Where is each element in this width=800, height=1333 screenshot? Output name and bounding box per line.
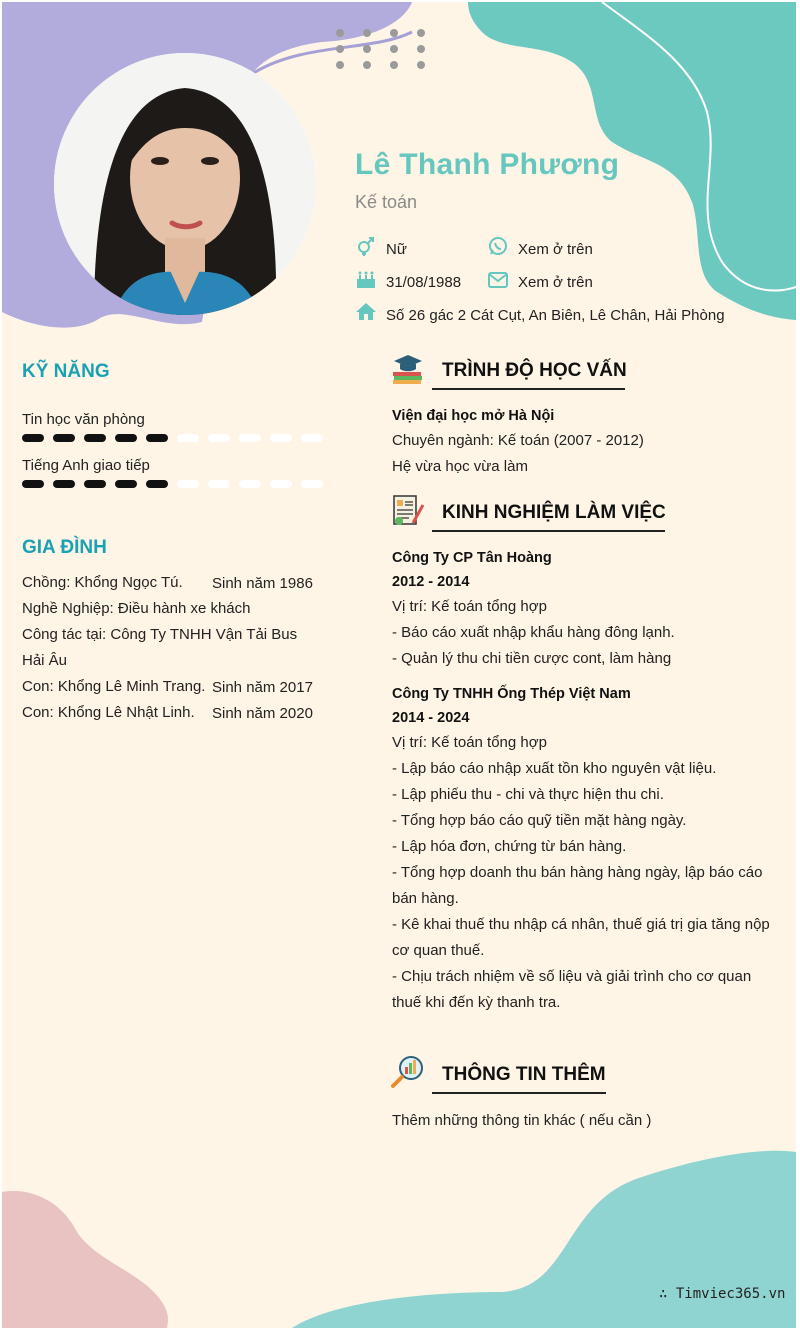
- skill-dash-filled: [115, 480, 137, 488]
- family-child-1: Con: Khổng Lê Minh Trang.: [22, 678, 206, 695]
- skill-dash-filled: [84, 480, 106, 488]
- job-duty: - Kê khai thuế thu nhập cá nhân, thuế giá trị gia tăng nộp cơ quan thuế.: [392, 916, 770, 959]
- skill-bar: [22, 479, 322, 489]
- profile-photo: [54, 53, 316, 315]
- skill-dash-empty: [301, 480, 323, 488]
- watermark: ∴ Timviec365.vn: [659, 1286, 786, 1302]
- email-icon: [487, 270, 509, 290]
- cv-page: [2, 2, 796, 1328]
- job-duty: - Tổng hợp doanh thu bán hàng hàng ngày, lập báo cáo bán hàng.: [392, 864, 763, 907]
- education-school: Viện đại học mở Hà Nội: [392, 408, 555, 424]
- skill-dash-filled: [53, 480, 75, 488]
- family-husband: Chồng: Khổng Ngọc Tú.: [22, 574, 183, 591]
- education-icon: [391, 351, 425, 385]
- job-position: Vị trí: Kế toán tổng hợp: [392, 598, 547, 615]
- additional-heading: THÔNG TIN THÊM: [442, 1064, 606, 1085]
- skills-heading: KỸ NĂNG: [22, 361, 110, 382]
- skill-dash-empty: [177, 480, 199, 488]
- job-period: 2012 - 2014: [392, 574, 470, 590]
- home-icon: [355, 302, 377, 322]
- job-title: Kế toán: [355, 192, 418, 212]
- gender-value: Nữ: [386, 241, 407, 258]
- skill-dash-filled: [53, 434, 75, 442]
- skill-label: Tin học văn phòng: [22, 411, 145, 428]
- skill-dash-empty: [177, 434, 199, 442]
- skill-dash-empty: [208, 434, 230, 442]
- job-duty: - Lập phiếu thu - chi và thực hiện thu chi.: [392, 786, 664, 803]
- gender-icon: [355, 236, 377, 256]
- job-company: Công Ty CP Tân Hoàng: [392, 550, 552, 566]
- job-position: Vị trí: Kế toán tổng hợp: [392, 734, 547, 751]
- job-duty: - Chịu trách nhiệm về số liệu và giải trình cho cơ quan thuế khi đến kỳ thanh tra.: [392, 968, 752, 1011]
- family-child-2: Con: Khổng Lê Nhật Linh.: [22, 704, 195, 721]
- info-icon: [391, 1055, 425, 1089]
- additional-underline: [432, 1092, 606, 1094]
- family-child-1-year: Sinh năm 2017: [212, 679, 313, 696]
- education-major: Chuyên ngành: Kế toán (2007 - 2012): [392, 432, 644, 449]
- skill-dash-empty: [239, 434, 261, 442]
- candidate-name: Lê Thanh Phương: [355, 148, 620, 181]
- job-duty: - Tổng hợp báo cáo quỹ tiền mặt hàng ngày.: [392, 812, 687, 829]
- additional-text: Thêm những thông tin khác ( nếu cần ): [392, 1112, 652, 1129]
- family-husband-year: Sinh năm 1986: [212, 575, 313, 592]
- skill-dash-empty: [270, 480, 292, 488]
- skill-dash-empty: [208, 480, 230, 488]
- address-value: Số 26 gác 2 Cát Cụt, An Biên, Lê Chân, Hải Phòng: [386, 307, 725, 324]
- phone-icon: [487, 236, 509, 256]
- email-value: Xem ở trên: [518, 274, 593, 291]
- birthday-icon: [355, 269, 377, 289]
- job-company: Công Ty TNHH Ống Thép Việt Nam: [392, 686, 631, 702]
- skill-dash-empty: [239, 480, 261, 488]
- family-heading: GIA ĐÌNH: [22, 537, 107, 558]
- education-mode: Hệ vừa học vừa làm: [392, 458, 528, 475]
- pink-bottom-blob: [2, 1191, 168, 1328]
- skill-dash-filled: [84, 434, 106, 442]
- experience-icon: [391, 493, 425, 527]
- skill-dash-empty: [270, 434, 292, 442]
- education-heading: TRÌNH ĐỘ HỌC VẤN: [442, 360, 627, 381]
- education-underline: [432, 388, 625, 390]
- skill-label: Tiếng Anh giao tiếp: [22, 457, 150, 474]
- skill-dash-filled: [22, 434, 44, 442]
- skill-dash-empty: [301, 434, 323, 442]
- family-occupation: Nghề Nghiệp: Điều hành xe khách: [22, 600, 251, 617]
- skill-dash-filled: [22, 480, 44, 488]
- family-workplace: Công tác tại: Công Ty TNHH Vận Tải Bus Hải Âu: [22, 626, 298, 669]
- job-duty: - Lập hóa đơn, chứng từ bán hàng.: [392, 838, 627, 855]
- experience-underline: [432, 530, 665, 532]
- job-duty: - Báo cáo xuất nhập khẩu hàng đông lạnh.: [392, 624, 675, 641]
- skill-dash-filled: [146, 480, 168, 488]
- experience-heading: KINH NGHIỆM LÀM VIỆC: [442, 502, 666, 523]
- job-period: 2014 - 2024: [392, 710, 470, 726]
- skill-dash-filled: [146, 434, 168, 442]
- birthday-value: 31/08/1988: [386, 274, 462, 291]
- skill-bar: [22, 433, 322, 443]
- job-duty: - Lập báo cáo nhập xuất tồn kho nguyên vật liệu.: [392, 760, 717, 777]
- family-child-2-year: Sinh năm 2020: [212, 705, 313, 722]
- skill-dash-filled: [115, 434, 137, 442]
- phone-value: Xem ở trên: [518, 241, 593, 258]
- job-duty: - Quản lý thu chi tiền cược cont, làm hàng: [392, 650, 672, 667]
